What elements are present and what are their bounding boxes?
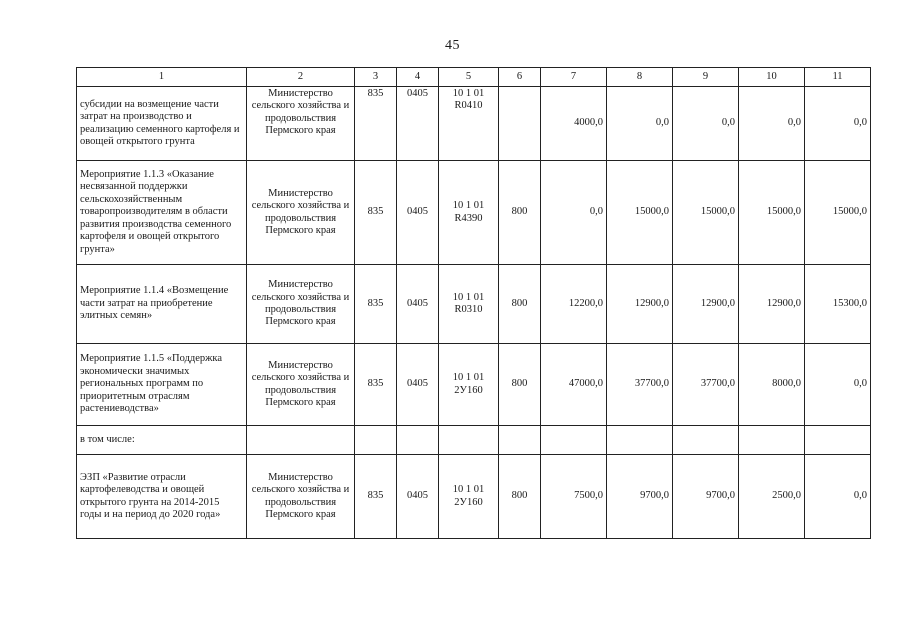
value-col8 [607,426,673,455]
value-col11 [805,426,871,455]
measure-name: Мероприятие 1.1.4 «Возмещение части затрат на приобретение элитных семян» [77,265,247,344]
header-cell: 1 [77,68,247,87]
value-col9: 15000,0 [673,161,739,265]
target-code [439,426,499,455]
table-row [77,426,871,455]
ministry: Министерство сельского хозяйства и продовольствия Пермского края [247,265,355,344]
value-col10: 0,0 [739,87,805,161]
value-col10: 12900,0 [739,265,805,344]
expense-type [499,426,541,455]
target-code: 10 1 01 R0410 [439,87,499,161]
header-cell: 10 [739,68,805,87]
value-col11: 0,0 [805,344,871,426]
value-col11: 0,0 [805,455,871,539]
expense-type: 800 [499,161,541,265]
header-row [77,68,871,87]
target-code: 10 1 01 R4390 [439,161,499,265]
target-code: 10 1 01 2У160 [439,344,499,426]
header-cell: 9 [673,68,739,87]
section-code: 0405 [397,87,439,161]
value-col7: 12200,0 [541,265,607,344]
value-col10: 8000,0 [739,344,805,426]
expense-type: 800 [499,265,541,344]
header-cell: 6 [499,68,541,87]
value-col10: 2500,0 [739,455,805,539]
value-col10: 15000,0 [739,161,805,265]
value-col9: 9700,0 [673,455,739,539]
value-col7 [541,426,607,455]
section-code: 0405 [397,265,439,344]
value-col11: 15000,0 [805,161,871,265]
value-col8: 12900,0 [607,265,673,344]
value-col7: 47000,0 [541,344,607,426]
measure-name: в том числе: [77,426,247,455]
ministry: Министерство сельского хозяйства и продовольствия Пермского края [247,161,355,265]
header-cell: 5 [439,68,499,87]
table-row [77,455,871,539]
table-row [77,265,871,344]
value-col9: 37700,0 [673,344,739,426]
value-col9: 0,0 [673,87,739,161]
value-col8: 15000,0 [607,161,673,265]
target-code: 10 1 01 2У160 [439,455,499,539]
expense-type [499,87,541,161]
section-code: 0405 [397,455,439,539]
ministry: Министерство сельского хозяйства и продовольствия Пермского края [247,455,355,539]
header-cell: 3 [355,68,397,87]
section-code: 0405 [397,344,439,426]
admin-code: 835 [355,455,397,539]
section-code: 0405 [397,161,439,265]
header-cell: 4 [397,68,439,87]
measure-name: ЭЗП «Развитие отрасли картофелеводства и овощей открытого грунта на 2014-2015 годы и на период до 2020 года» [77,455,247,539]
value-col8: 0,0 [607,87,673,161]
value-col11: 15300,0 [805,265,871,344]
expense-type: 800 [499,455,541,539]
value-col9 [673,426,739,455]
admin-code: 835 [355,87,397,161]
measure-name: субсидии на возмещение части затрат на производство и реализацию семенного картофеля и овощей открытого грунта [77,87,247,161]
value-col7: 0,0 [541,161,607,265]
value-col7: 4000,0 [541,87,607,161]
table-row [77,344,871,426]
ministry [247,426,355,455]
value-col9: 12900,0 [673,265,739,344]
value-col8: 37700,0 [607,344,673,426]
page-number: 45 [445,38,460,53]
header-cell: 8 [607,68,673,87]
target-code: 10 1 01 R0310 [439,265,499,344]
admin-code [355,426,397,455]
value-col11: 0,0 [805,87,871,161]
measure-name: Мероприятие 1.1.3 «Оказание несвязанной поддержки сельскохозяйственным товаропроизводителям в области развития производства семенного картофеля и овощей открытого грунта» [77,161,247,265]
ministry: Министерство сельского хозяйства и продовольствия Пермского края [247,344,355,426]
admin-code: 835 [355,265,397,344]
header-cell: 11 [805,68,871,87]
value-col8: 9700,0 [607,455,673,539]
value-col7: 7500,0 [541,455,607,539]
value-col10 [739,426,805,455]
expense-type: 800 [499,344,541,426]
measure-name: Мероприятие 1.1.5 «Поддержка экономически значимых региональных программ по приоритетным отраслям растениеводства» [77,344,247,426]
table-row [77,87,871,161]
header-cell: 2 [247,68,355,87]
table-row [77,161,871,265]
admin-code: 835 [355,161,397,265]
header-cell: 7 [541,68,607,87]
ministry: Министерство сельского хозяйства и продовольствия Пермского края [247,87,355,161]
admin-code: 835 [355,344,397,426]
budget-table [76,67,871,539]
section-code [397,426,439,455]
